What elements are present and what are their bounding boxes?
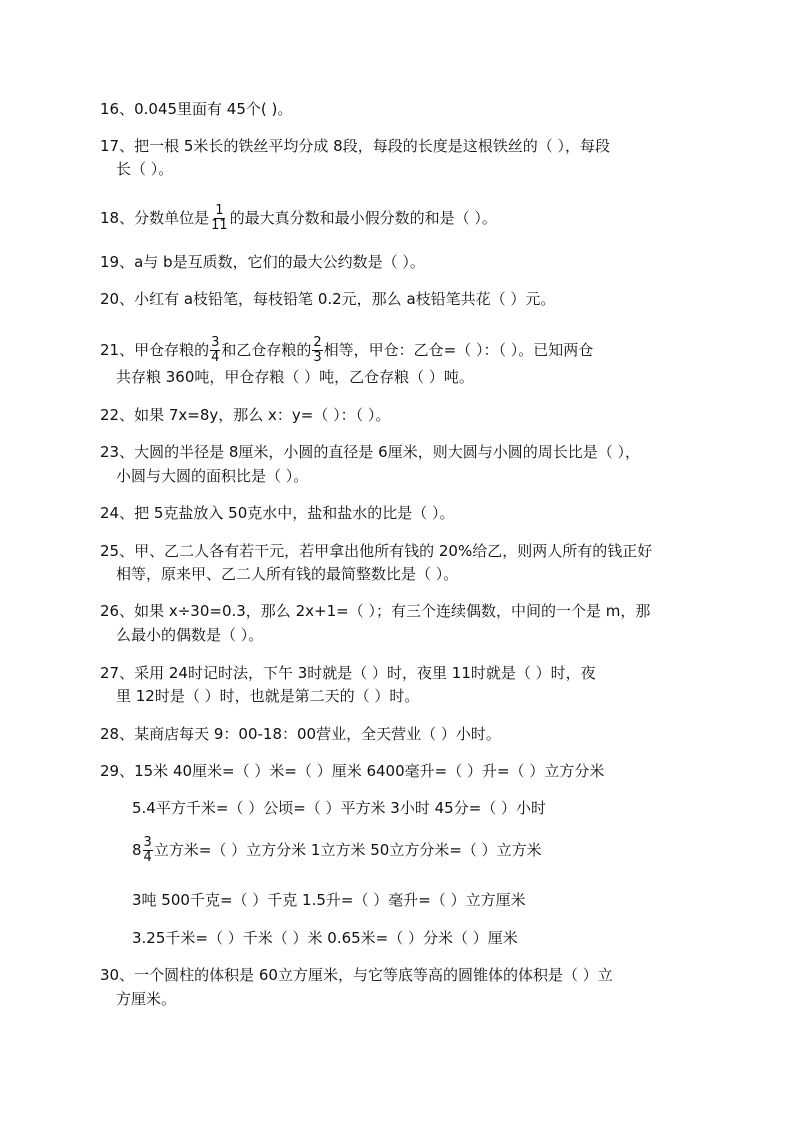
question-22: 22、如果 7x=8y，那么 x：y=（ ）：（ ）。 (100, 406, 391, 424)
question-23-line-1: 23、大圆的半径是 8厘米，小圆的直径是 6厘米，则大圆与小圆的周长比是（ ）， (100, 443, 640, 461)
fraction-1-11 (210, 204, 229, 233)
fraction-numerator: 2 (313, 335, 322, 350)
question-27-line-2: 里 12时是（ ）时，也就是第二天的（ ）时。 (116, 687, 420, 705)
mixed-number-whole: 8 (132, 841, 142, 859)
question-27-line-1: 27、采用 24时记时法，下午 3时就是（ ）时，夜里 11时就是（ ）时，夜 (100, 664, 596, 682)
fraction-3-4 (143, 836, 153, 865)
question-29-line-1: 29、15米 40厘米=（ ）米=（ ）厘米 6400毫升=（ ）升=（ ）立方分米 (100, 762, 605, 780)
fraction-numerator: 1 (215, 203, 224, 218)
question-25-line-2: 相等，原来甲、乙二人所有钱的最简整数比是（ ）。 (116, 565, 459, 583)
question-29-line-2: 5.4平方千米=（ ）公顷=（ ）平方米 3小时 45分=（ ）小时 (132, 799, 547, 817)
question-29-line-3-suffix: 立方米=（ ）立方分米 1立方米 50立方分米=（ ）立方米 (153, 841, 542, 859)
question-16: 16、0.045里面有 45个( )。 (100, 100, 293, 118)
question-21-prefix: 21、甲仓存粮的 (100, 341, 210, 359)
fraction-denominator: 4 (211, 350, 220, 365)
question-18-suffix: 的最大真分数和最小假分数的和是（ ）。 (229, 209, 497, 227)
question-26-line-2: 么最小的偶数是（ ）。 (116, 626, 264, 644)
fraction-denominator: 4 (143, 850, 152, 865)
fraction-numerator: 3 (143, 835, 152, 850)
question-18 (100, 204, 700, 233)
question-21-line-2: 共存粮 360吨，甲仓存粮（ ）吨，乙仓存粮（ ）吨。 (116, 368, 474, 386)
question-29-line-3 (132, 836, 542, 865)
question-18-prefix: 18、分数单位是 (100, 209, 210, 227)
question-17-line-2: 长（ ）。 (116, 160, 174, 178)
question-30-line-2: 方厘米。 (116, 990, 177, 1008)
question-19: 19、a与 b是互质数，它们的最大公约数是（ ）。 (100, 253, 425, 271)
question-26-line-1: 26、如果 x÷30=0.3，那么 2x+1=（ ）；有三个连续偶数，中间的一个是 m，那 (100, 602, 651, 620)
fraction-denominator: 3 (313, 350, 322, 365)
fraction-2-3 (312, 336, 322, 365)
question-17-line-1: 17、把一根 5米长的铁丝平均分成 8段，每段的长度是这根铁丝的（ ），每段 (100, 137, 610, 155)
question-29-line-5: 3.25千米=（ ）千米（ ）米 0.65米=（ ）分米（ ）厘米 (132, 929, 518, 947)
fraction-numerator: 3 (211, 335, 220, 350)
question-23-line-2: 小圆与大圆的面积比是（ ）。 (116, 467, 309, 485)
fraction-3-4 (210, 336, 220, 365)
question-21-line-1 (100, 336, 700, 365)
question-21-suffix: 相等，甲仓：乙仓=（ ）：（ ）。已知两仓 (323, 341, 594, 359)
question-20: 20、小红有 a枝铅笔，每枝铅笔 0.2元，那么 a枝铅笔共花（ ）元。 (100, 290, 556, 308)
question-25-line-1: 25、甲、乙二人各有若干元，若甲拿出他所有钱的 20%给乙，则两人所有的钱正好 (100, 542, 653, 560)
question-21-middle: 和乙仓存粮的 (221, 341, 312, 359)
question-29-line-4: 3吨 500千克=（ ）千克 1.5升=（ ）毫升=（ ）立方厘米 (132, 891, 526, 909)
question-24: 24、把 5克盐放入 50克水中，盐和盐水的比是（ ）。 (100, 504, 455, 522)
question-28: 28、某商店每天 9：00-18：00营业，全天营业（ ）小时。 (100, 725, 501, 743)
question-30-line-1: 30、一个圆柱的体积是 60立方厘米，与它等底等高的圆锥体的体积是（ ）立 (100, 966, 613, 984)
fraction-denominator: 11 (211, 218, 228, 233)
